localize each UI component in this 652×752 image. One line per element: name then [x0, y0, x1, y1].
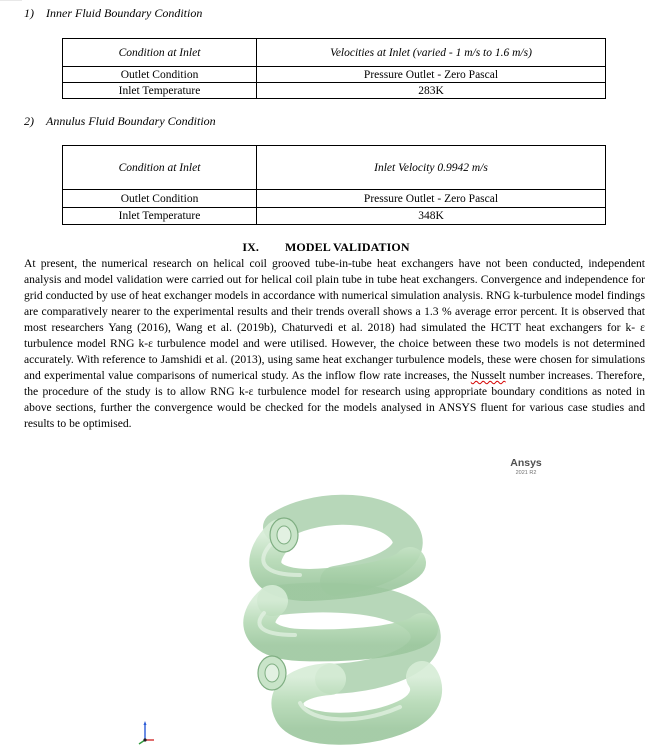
table-header-row	[63, 146, 606, 190]
table-cell: Inlet Temperature	[63, 208, 257, 225]
coil-front-segments	[259, 535, 426, 729]
table-cell: 348K	[257, 208, 606, 225]
paragraph-text: At present, the numerical research on helical coil grooved tube-in-tube heat exchangers have not been conducted, independent analysis and model validation were carried out for helical coil plain tube in tube heat exchangers. Convergence and independence for grid conducted by use of heat exchanger models in accordance with numerical simulation analysis. RNG k-turbulence model findings are comparatively nearer to the experimental results and their trends overall shows a 1.3 % average error percent. It is observed that most researchers Yang (2016), Wang et al. (2019b), Chaturvedi et al. 2018) had simulated the HCTT heat exchangers for k- ε turbulence model RNG k-ε turbulence model and were utilised. However, the choice between these two models is not determined accurately. With reference to Jamshidi et al. (2013), using same heat exchanger turbulence models, these were chosen for simulations and experimental value comparisons of numerical study. As the inflow flow rate increases, the	[24, 257, 645, 382]
table-header-row	[63, 39, 606, 67]
ansys-logo	[496, 457, 556, 476]
table-cell: Outlet Condition	[63, 190, 257, 208]
inner-fluid-table	[62, 38, 606, 99]
logo-version: 2021 R2	[515, 470, 537, 476]
annulus-fluid-heading: 2) Annulus Fluid Boundary Condition	[24, 114, 216, 128]
table-row	[63, 67, 606, 83]
table-cell: Inlet Velocity 0.9942 m/s	[257, 146, 606, 190]
logo-name: Ansys	[510, 457, 542, 469]
validation-paragraph	[24, 256, 645, 432]
axis-triad-icon	[134, 718, 156, 746]
table-cell: Velocities at Inlet (varied - 1 m/s to 1.6 m/s)	[257, 39, 606, 67]
table-cell: 283K	[257, 83, 606, 99]
table-cell: Outlet Condition	[63, 67, 257, 83]
table-cell: Inlet Temperature	[63, 83, 257, 99]
paragraph-text: number increases. Therefore, the procedure of the study is to allow RNG k-ε turbulence model for research using appropriate boundary conditions as noted in above sections, further the convergence would be checked for the models analysed in ANSYS fluent for various case studies and results to be optimised.	[24, 369, 646, 430]
table-cell: Condition at Inlet	[63, 146, 257, 190]
section-title	[0, 240, 652, 255]
annulus-fluid-table	[62, 145, 606, 225]
page-corner-mark	[0, 0, 22, 1]
inner-fluid-heading: 1) Inner Fluid Boundary Condition	[24, 6, 203, 20]
section-number: IX.	[242, 240, 259, 254]
table-row	[63, 208, 606, 225]
table-row	[63, 83, 606, 99]
table-cell: Pressure Outlet - Zero Pascal	[257, 190, 606, 208]
table-cell: Pressure Outlet - Zero Pascal	[257, 67, 606, 83]
spellcheck-flagged-word: Nusselt	[470, 369, 506, 382]
table-row	[63, 190, 606, 208]
table-cell: Condition at Inlet	[63, 39, 257, 67]
helical-coil-render	[160, 445, 652, 752]
section-heading: MODEL VALIDATION	[285, 240, 410, 254]
